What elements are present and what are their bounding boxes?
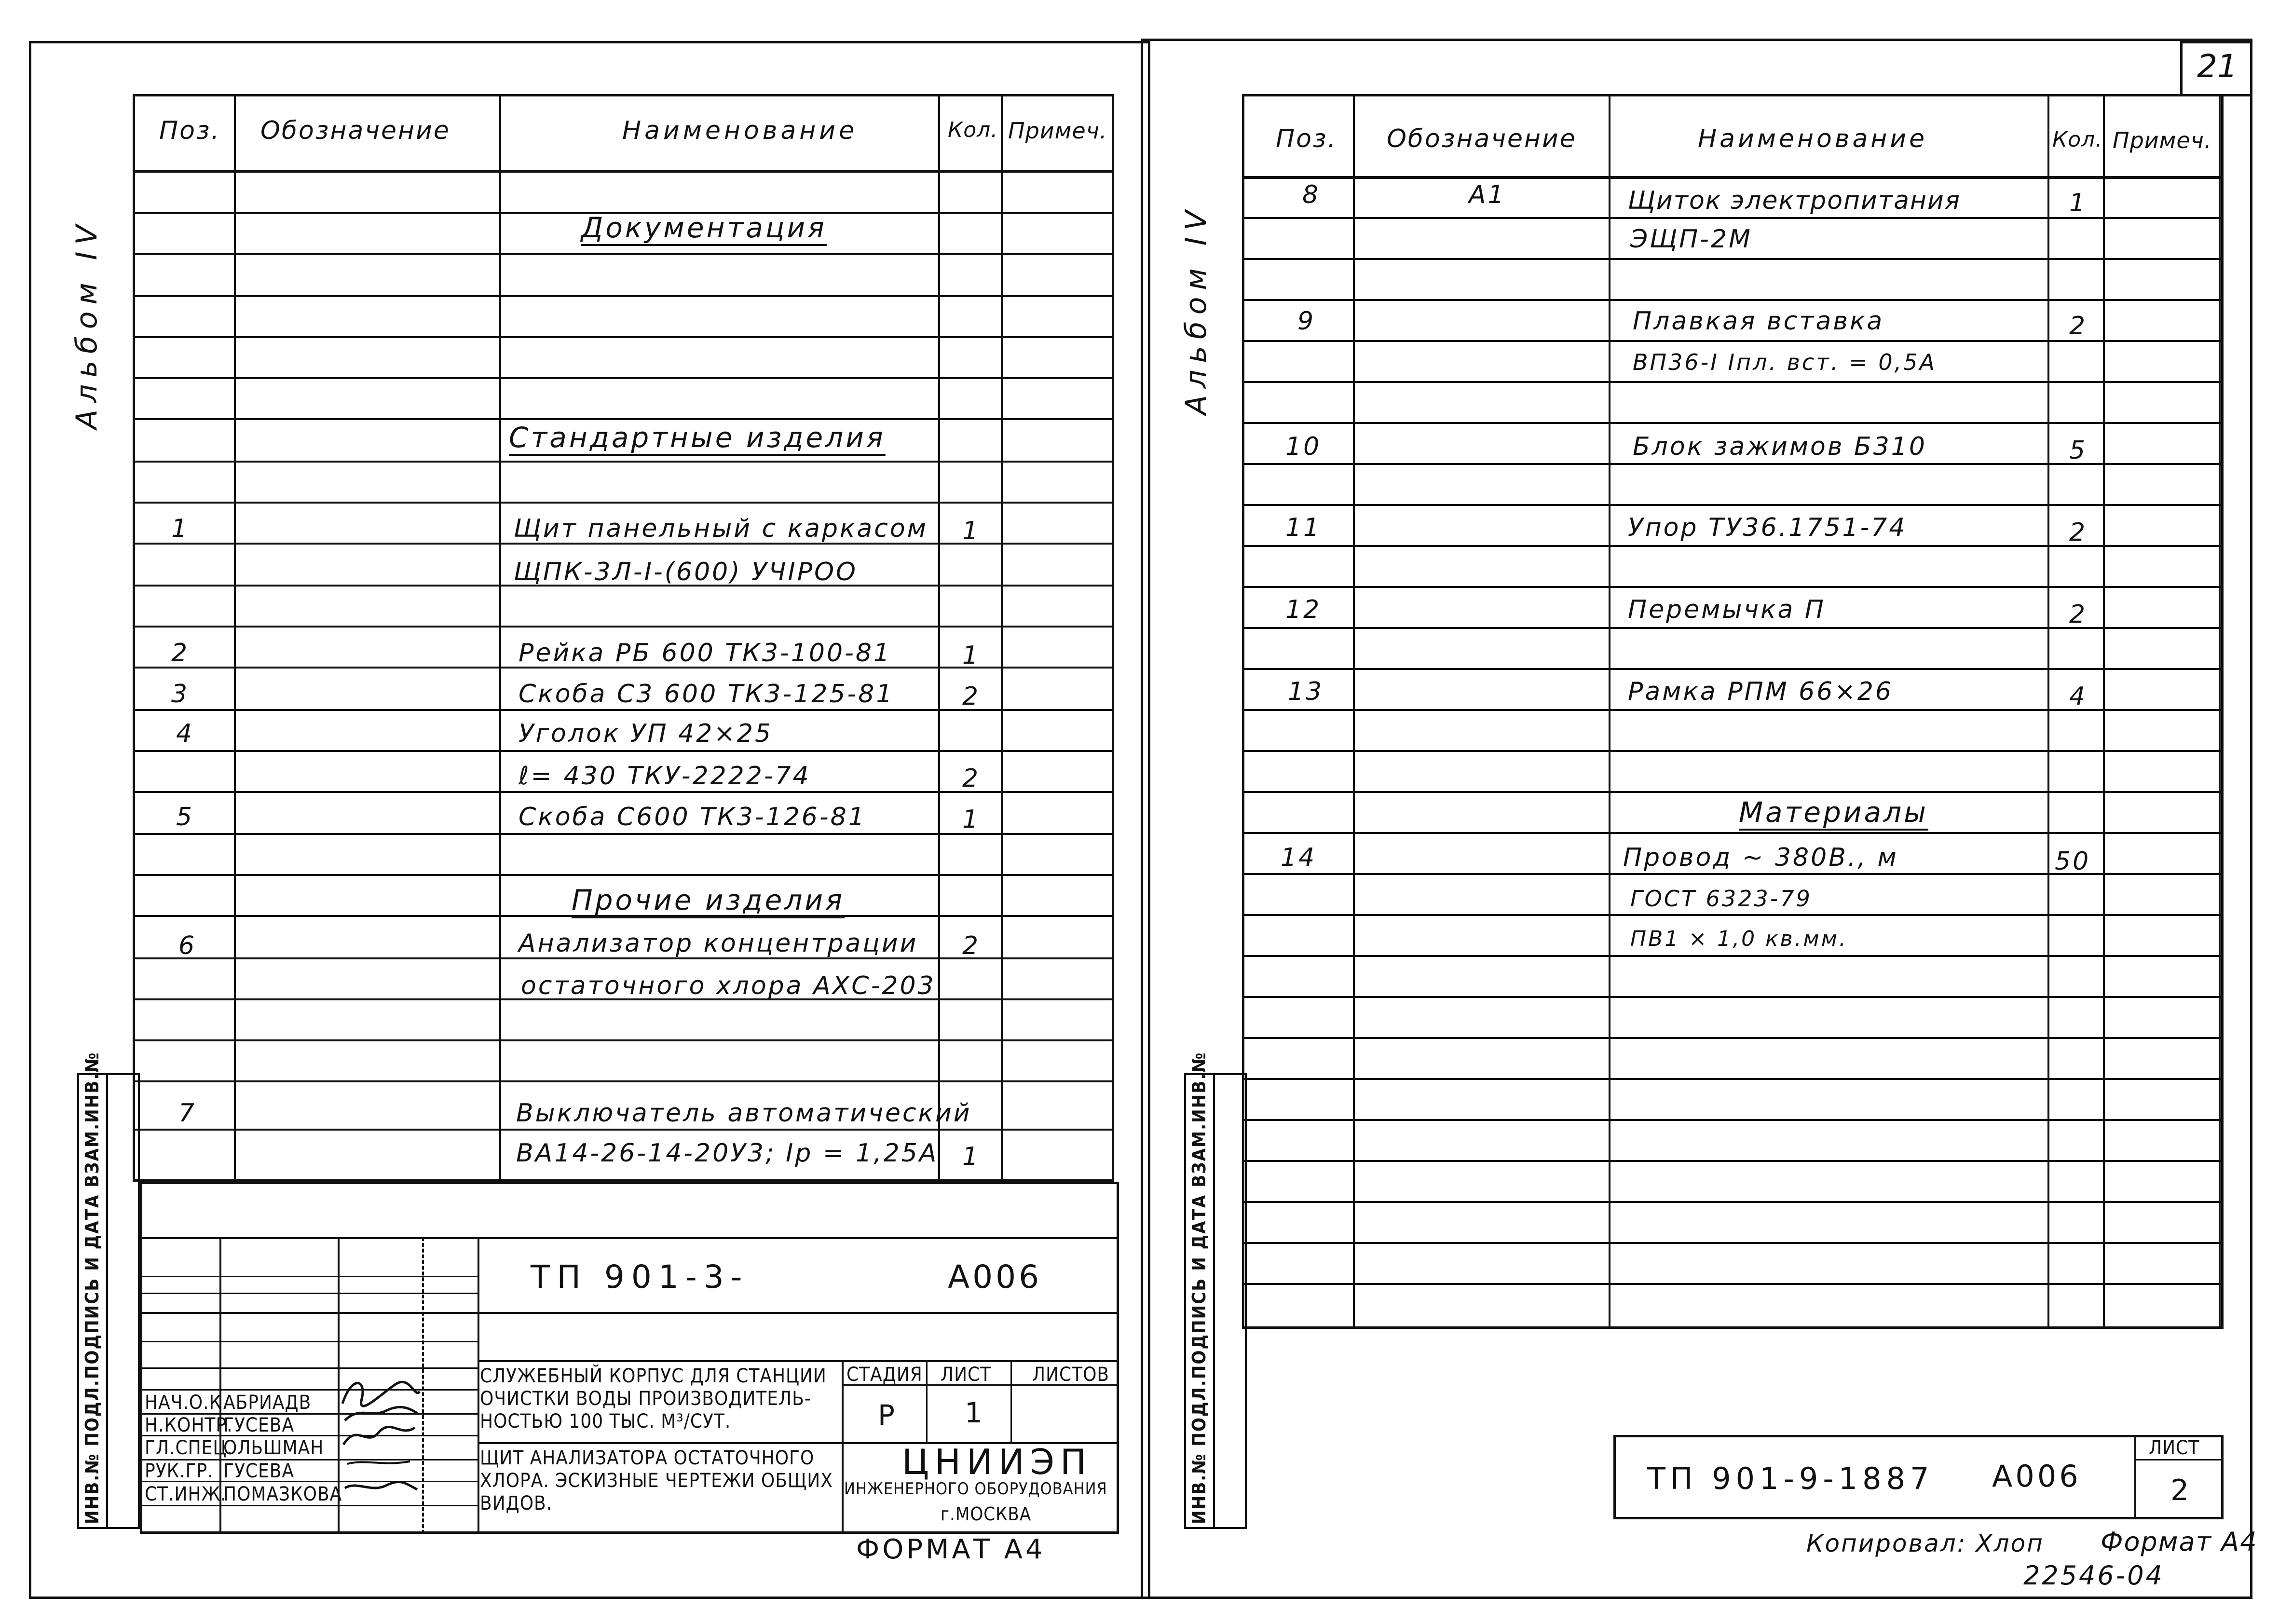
left-row-name: Скоба С3 600 ТК3-125-81 bbox=[519, 680, 894, 709]
left-section-heading: Прочие изделия bbox=[572, 884, 845, 916]
left-row-pos: 2 bbox=[171, 639, 190, 668]
left-tb-org-city: г.МОСКВА bbox=[941, 1503, 1032, 1525]
left-tb-role: СТ.ИНЖ. bbox=[145, 1483, 227, 1505]
right-row-line bbox=[1242, 258, 2224, 260]
left-header-pos: Поз. bbox=[159, 116, 221, 145]
left-row-line bbox=[133, 253, 1114, 255]
left-tb-line bbox=[140, 1389, 478, 1391]
right-row-pos: 11 bbox=[1285, 513, 1322, 542]
left-row-pos: 4 bbox=[176, 719, 194, 748]
left-col-divider bbox=[234, 94, 236, 1182]
left-col-divider bbox=[938, 94, 940, 1182]
left-row-name: Уголок УП 42×25 bbox=[519, 719, 773, 748]
left-tb-role: ГЛ.СПЕЦ. bbox=[145, 1437, 233, 1459]
left-row-name: ℓ= 430 ТКУ-2222-74 bbox=[519, 762, 811, 791]
left-row-name: ВА14-26-14-20У3; Iр = 1,25А bbox=[516, 1139, 939, 1168]
left-row-pos: 7 bbox=[178, 1099, 197, 1128]
left-tb-drawing-title: ЩИТ АНАЛИЗАТОРА ОСТАТОЧНОГО ХЛОРА. ЭСКИЗНЫЕ ЧЕРТЕЖИ ОБЩИХ ВИДОВ. bbox=[480, 1447, 833, 1515]
right-col-divider bbox=[2047, 94, 2049, 1329]
right-row-line bbox=[1242, 381, 2224, 383]
left-tb-col bbox=[1010, 1360, 1012, 1442]
left-row-qty: 1 bbox=[962, 1142, 981, 1171]
right-row-pos: 8 bbox=[1302, 180, 1321, 209]
right-row-pos: 13 bbox=[1288, 677, 1324, 706]
left-row-line bbox=[133, 377, 1114, 379]
left-section-heading: Документация bbox=[581, 211, 827, 244]
left-row-line bbox=[133, 461, 1114, 463]
right-row-name: Упор ТУ36.1751-74 bbox=[1628, 513, 1907, 542]
right-row-name: Плавкая вставка bbox=[1633, 307, 1884, 336]
right-row-qty: 2 bbox=[2069, 600, 2088, 629]
left-tb-sheet: 1 bbox=[965, 1396, 983, 1429]
right-row-name: ВП36-I Iпл. вст. = 0,5А bbox=[1633, 349, 1937, 375]
left-tb-col bbox=[842, 1360, 844, 1534]
right-col-divider bbox=[1609, 94, 1610, 1329]
left-tb-role-name: ОЛЬШМАН bbox=[223, 1437, 324, 1459]
left-tb-org-sub: ИНЖЕНЕРНОГО ОБОРУДОВАНИЯ bbox=[844, 1479, 1107, 1499]
left-row-line bbox=[133, 295, 1114, 297]
left-row-line bbox=[133, 502, 1114, 504]
right-row-designation: А1 bbox=[1469, 180, 1506, 209]
right-row-pos: 9 bbox=[1297, 307, 1316, 336]
right-row-line bbox=[1242, 299, 2224, 301]
right-col-divider bbox=[1353, 94, 1355, 1329]
left-spec-table bbox=[133, 94, 1114, 1182]
left-row-line bbox=[133, 626, 1114, 628]
left-tb-col bbox=[478, 1237, 479, 1534]
left-tb-line bbox=[478, 1360, 1119, 1362]
left-row-qty: 1 bbox=[962, 641, 981, 670]
left-tb-line bbox=[140, 1367, 478, 1369]
left-row-name: Анализатор концентрации bbox=[519, 929, 918, 958]
right-row-pos: 14 bbox=[1281, 843, 1317, 872]
left-header-qty: Кол. bbox=[948, 118, 998, 142]
left-row-qty: 1 bbox=[962, 805, 981, 834]
left-tb-sheets-label: ЛИСТОВ bbox=[1032, 1364, 1110, 1386]
right-row-qty: 5 bbox=[2069, 436, 2088, 465]
right-header-designation: Обозначение bbox=[1387, 124, 1577, 153]
left-row-name: Рейка РБ 600 ТК3-100-81 bbox=[519, 639, 892, 668]
right-header-pos: Поз. bbox=[1276, 124, 1337, 153]
left-tb-stage: Р bbox=[878, 1399, 895, 1432]
right-row-name: ГОСТ 6323-79 bbox=[1630, 886, 1812, 912]
right-row-qty: 4 bbox=[2069, 682, 2088, 711]
right-row-line bbox=[1242, 1119, 2224, 1121]
right-row-line bbox=[1242, 996, 2224, 998]
right-row-line bbox=[1242, 791, 2224, 793]
left-row-qty: 2 bbox=[962, 764, 981, 793]
left-header-designation: Обозначение bbox=[260, 116, 450, 145]
left-tb-role-name: ГУСЕВА bbox=[223, 1460, 295, 1482]
right-col-divider bbox=[2103, 94, 2105, 1329]
right-album-label: Альбом IV bbox=[1179, 204, 1213, 415]
left-header-line bbox=[133, 170, 1114, 173]
right-tb-sheet: 2 bbox=[2170, 1474, 2189, 1507]
left-side-stamp-divider bbox=[106, 1073, 108, 1529]
right-row-name: Перемычка П bbox=[1628, 595, 1826, 624]
right-format: Формат А4 bbox=[2101, 1527, 2258, 1557]
right-row-name: Провод ~ 380В., м bbox=[1623, 843, 1898, 872]
left-row-qty: 2 bbox=[962, 931, 981, 960]
left-row-line bbox=[133, 1080, 1114, 1082]
left-row-name: Выключатель автоматический bbox=[516, 1099, 972, 1128]
left-row-line bbox=[133, 1039, 1114, 1041]
right-row-name: Щиток электропитания bbox=[1628, 186, 1961, 215]
left-row-line bbox=[133, 750, 1114, 752]
left-row-qty: 1 bbox=[962, 517, 981, 546]
left-tb-line bbox=[140, 1341, 478, 1342]
right-side-stamp-divider bbox=[1213, 1073, 1215, 1529]
right-header-name: Наименование bbox=[1698, 124, 1928, 153]
left-tb-sheet-label: ЛИСТ bbox=[941, 1364, 992, 1386]
left-row-pos: 3 bbox=[171, 680, 190, 709]
left-row-name: остаточного хлора АХС-203 bbox=[521, 971, 936, 1000]
left-row-line bbox=[133, 336, 1114, 338]
left-tb-role-name: ПОМАЗКОВА bbox=[223, 1483, 342, 1505]
right-tb-sheet-code: А006 bbox=[1992, 1459, 2081, 1494]
right-tb-col bbox=[2134, 1435, 2136, 1519]
right-row-line bbox=[1242, 1283, 2224, 1285]
left-tb-role: НАЧ.О.К. bbox=[145, 1392, 228, 1414]
left-tb-code: ТП 901-3- bbox=[531, 1258, 749, 1296]
right-row-name: Рамка РПМ 66×26 bbox=[1628, 677, 1894, 706]
right-row-line bbox=[1242, 1160, 2224, 1162]
right-row-qty: 2 bbox=[2069, 518, 2088, 547]
left-tb-role: РУК.ГР. bbox=[145, 1460, 214, 1482]
left-tb-role: Н.КОНТР. bbox=[145, 1414, 233, 1436]
right-inventory-number: 22546-04 bbox=[2023, 1560, 2164, 1591]
right-row-name: ПВ1 × 1,0 кв.мм. bbox=[1630, 927, 1848, 951]
left-tb-line bbox=[140, 1237, 1119, 1239]
right-spec-table bbox=[1242, 94, 2224, 1329]
left-tb-role-name: АБРИАДВ bbox=[223, 1392, 312, 1414]
right-tb-sheet-label: ЛИСТ bbox=[2149, 1437, 2200, 1459]
right-header-note: Примеч. bbox=[2113, 127, 2212, 153]
left-album-label: Альбом IV bbox=[70, 218, 104, 429]
right-row-qty: 1 bbox=[2069, 189, 2088, 218]
right-row-line bbox=[1242, 422, 2224, 424]
left-col-divider bbox=[499, 94, 501, 1182]
left-header-name: Наименование bbox=[622, 116, 858, 145]
right-row-line bbox=[1242, 504, 2224, 506]
right-row-line bbox=[1242, 832, 2224, 834]
right-side-stamp: ИНВ.№ ПОДЛ.ПОДПИСЬ И ДАТА ВЗАМ.ИНВ.№ bbox=[1188, 1051, 1210, 1524]
right-tb-code: ТП 901-9-1887 bbox=[1647, 1461, 1934, 1496]
right-header-line bbox=[1242, 176, 2224, 179]
left-tb-col bbox=[926, 1360, 928, 1442]
left-row-name: ЩПК-3Л-I-(600) УЧIРОО bbox=[514, 558, 858, 587]
right-row-pos: 12 bbox=[1285, 595, 1322, 624]
left-row-line bbox=[133, 874, 1114, 876]
right-row-line bbox=[1242, 1242, 2224, 1244]
left-row-name: Скоба С600 ТК3-126-81 bbox=[519, 803, 866, 832]
right-row-line bbox=[1242, 586, 2224, 588]
left-row-qty: 2 bbox=[962, 682, 981, 711]
left-col-divider bbox=[1112, 94, 1114, 1182]
right-row-qty: 2 bbox=[2069, 312, 2088, 341]
left-row-line bbox=[133, 1129, 1114, 1131]
right-copied-by: Копировал: Хлоп bbox=[1806, 1529, 2044, 1557]
left-tb-stage-label: СТАДИЯ bbox=[846, 1364, 923, 1386]
right-row-line bbox=[1242, 668, 2224, 670]
right-tb-line bbox=[2134, 1459, 2224, 1460]
left-row-pos: 5 bbox=[176, 803, 194, 832]
left-tb-role-name: ГУСЕВА bbox=[223, 1414, 295, 1436]
left-row-line bbox=[133, 418, 1114, 420]
left-row-pos: 6 bbox=[178, 931, 197, 960]
right-col-divider bbox=[2219, 94, 2221, 1329]
right-row-pos: 10 bbox=[1285, 432, 1322, 461]
left-side-stamp: ИНВ.№ ПОДЛ.ПОДПИСЬ И ДАТА ВЗАМ.ИНВ.№ bbox=[82, 1051, 103, 1524]
left-format: ФОРМАТ А4 bbox=[856, 1534, 1046, 1565]
left-tb-line bbox=[140, 1276, 478, 1277]
left-tb-org-name: ЦНИИЭП bbox=[902, 1442, 1092, 1482]
left-col-divider bbox=[1001, 94, 1003, 1182]
right-row-line bbox=[1242, 750, 2224, 752]
right-row-line bbox=[1242, 914, 2224, 916]
right-row-line bbox=[1242, 955, 2224, 957]
left-section-heading: Стандартные изделия bbox=[509, 421, 886, 454]
right-header-qty: Кол. bbox=[2052, 127, 2103, 152]
right-row-line bbox=[1242, 1078, 2224, 1080]
page-number: 21 bbox=[2197, 48, 2238, 85]
left-row-pos: 1 bbox=[171, 514, 190, 543]
right-row-name: ЭЩП-2М bbox=[1630, 225, 1752, 254]
left-header-note: Примеч. bbox=[1008, 118, 1107, 144]
right-row-line bbox=[1242, 1037, 2224, 1039]
right-row-name: Блок зажимов Б310 bbox=[1633, 432, 1927, 461]
right-row-qty: 50 bbox=[2055, 847, 2091, 876]
left-tb-line bbox=[140, 1312, 1119, 1314]
left-row-name: Щит панельный с каркасом bbox=[514, 514, 928, 543]
right-section-heading: Материалы bbox=[1739, 796, 1928, 829]
right-row-line bbox=[1242, 1201, 2224, 1203]
left-tb-sheet-code: А006 bbox=[948, 1258, 1042, 1296]
signature-scribbles bbox=[338, 1365, 424, 1529]
left-tb-project-title: СЛУЖЕБНЫЙ КОРПУС ДЛЯ СТАНЦИИ ОЧИСТКИ ВОДЫ ПРОИЗВОДИТЕЛЬ- НОСТЬЮ 100 ТЫС. М³/СУТ. bbox=[480, 1365, 827, 1433]
left-tb-line bbox=[140, 1293, 478, 1294]
